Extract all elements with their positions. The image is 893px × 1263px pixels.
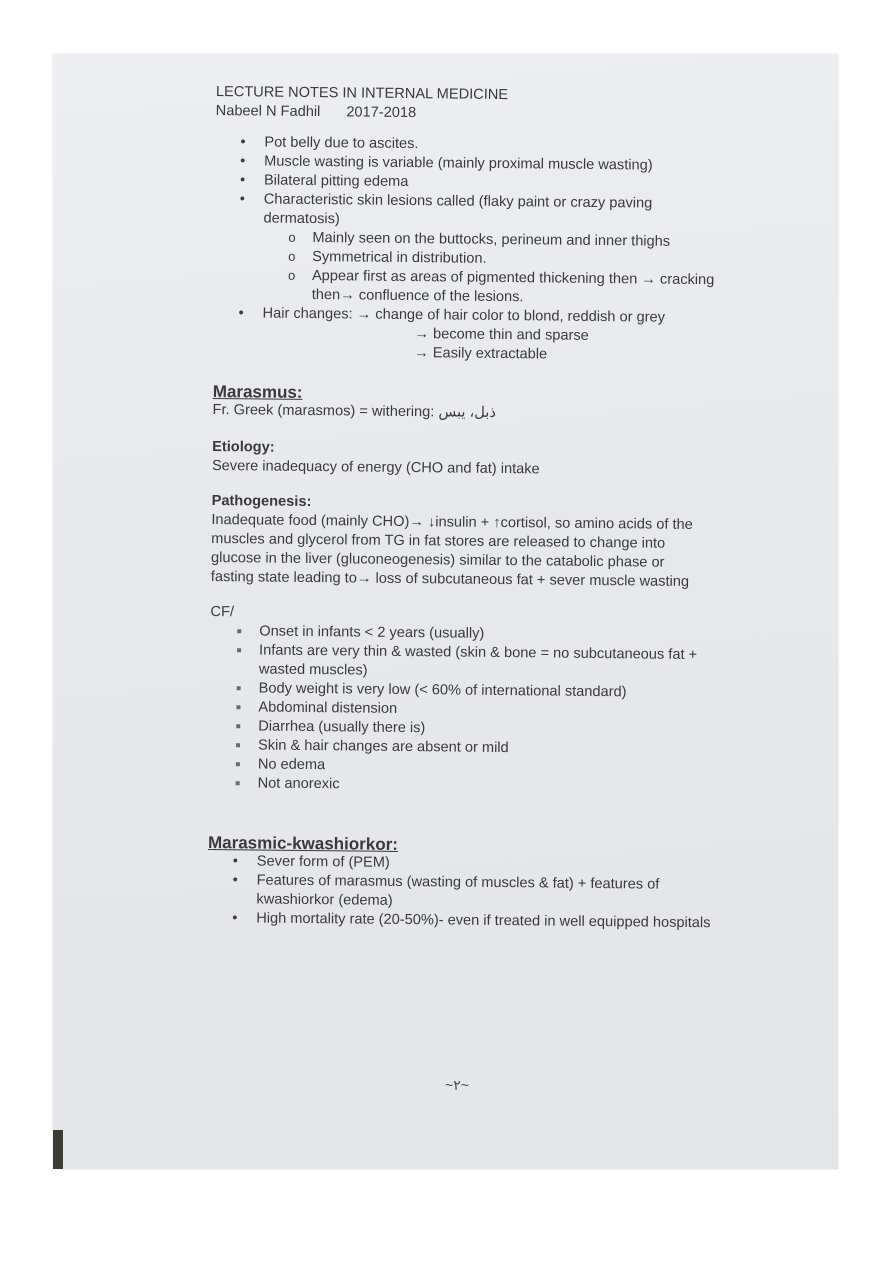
list-item: • Features of marasmus (wasting of muscles & fat) + features of kwashiorkor (edema) (207, 871, 717, 914)
list-item: Abdominal distension (209, 698, 719, 722)
marasmus-cf-list (209, 622, 721, 798)
list-item: Infants are very thin & wasted (skin & bone = no subcutaneous fat + wasted muscles) (210, 641, 720, 684)
sub-list-item: o Mainly seen on the buttocks, perineum and inner thighs (263, 229, 724, 253)
academic-year: 2017-2018 (346, 104, 417, 122)
list-item: • Sever form of (PEM) (208, 852, 718, 876)
list-item: No edema (209, 755, 719, 779)
list-item: • Muscle wasting is variable (mainly proximal muscle wasting) (215, 152, 725, 176)
author-line (216, 102, 726, 126)
list-item: • Pot belly due to ascites. (215, 133, 725, 157)
list-item: • Bilateral pitting edema (215, 171, 725, 195)
list-item (214, 190, 725, 309)
document-title: LECTURE NOTES IN INTERNAL MEDICINE (215, 83, 509, 104)
list-item: Onset in infants < 2 years (usually) (210, 622, 720, 646)
marasmus-heading: Marasmus: (212, 381, 303, 402)
sub-list-item: o Symmetrical in distribution. (263, 248, 724, 272)
background-shadow (53, 1130, 63, 1169)
document-content (207, 83, 726, 933)
hair-changes-line: → Easily extractable (414, 345, 548, 363)
cf-heading: CF/ (210, 603, 235, 621)
etiology-text: Severe inadequacy of energy (CHO and fat) intake (211, 457, 540, 478)
pathogenesis-heading: Pathogenesis: (211, 492, 312, 511)
list-item: Diarrhea (usually there is) (209, 717, 719, 741)
sub-list-item: o Appear first as areas of pigmented thickening then → cracking then→ confluence of the lesions. (263, 267, 724, 310)
page-number: ~٢~ (445, 1077, 469, 1093)
list-item (213, 304, 724, 366)
arabic-translation: ذبل، يبس (438, 404, 496, 421)
marasmic-kwashiorkor-heading: Marasmic-kwashiorkor: (207, 832, 399, 854)
skin-lesion-sublist (263, 229, 725, 310)
list-item: Body weight is very low (< 60% of international standard) (210, 679, 720, 703)
list-item: Not anorexic (209, 774, 719, 798)
list-item: • High mortality rate (20-50%)- even if treated in well equipped hospitals (207, 909, 717, 933)
hair-changes-line: → become thin and sparse (414, 326, 589, 344)
author-name: Nabeel N Fadhil (215, 102, 321, 121)
pathogenesis-text: Inadequate food (mainly CHO)→ ↓insulin + ↑cortisol, so amino acids of the muscles and glycerol from TG in fat stores are released to change into glucose in the liver (gluconeogenesis) similar to the catabolic phase or fasting state leading to→ loss of subcutaneous fat + sever muscle wasting (210, 511, 693, 590)
list-item: Skin & hair changes are absent or mild (209, 736, 719, 760)
kwashiorkor-feature-list (213, 133, 725, 366)
hair-changes-line: Hair changes: → change of hair color to blond, reddish or grey (262, 305, 666, 326)
definition-text: Fr. Greek (marasmos) = withering: (212, 401, 435, 421)
skin-lesion-text: Characteristic skin lesions called (flaky paint or crazy paving dermatosis) (263, 191, 653, 228)
marasmic-kwashiorkor-list (207, 852, 718, 933)
etiology-heading: Etiology: (212, 438, 275, 456)
